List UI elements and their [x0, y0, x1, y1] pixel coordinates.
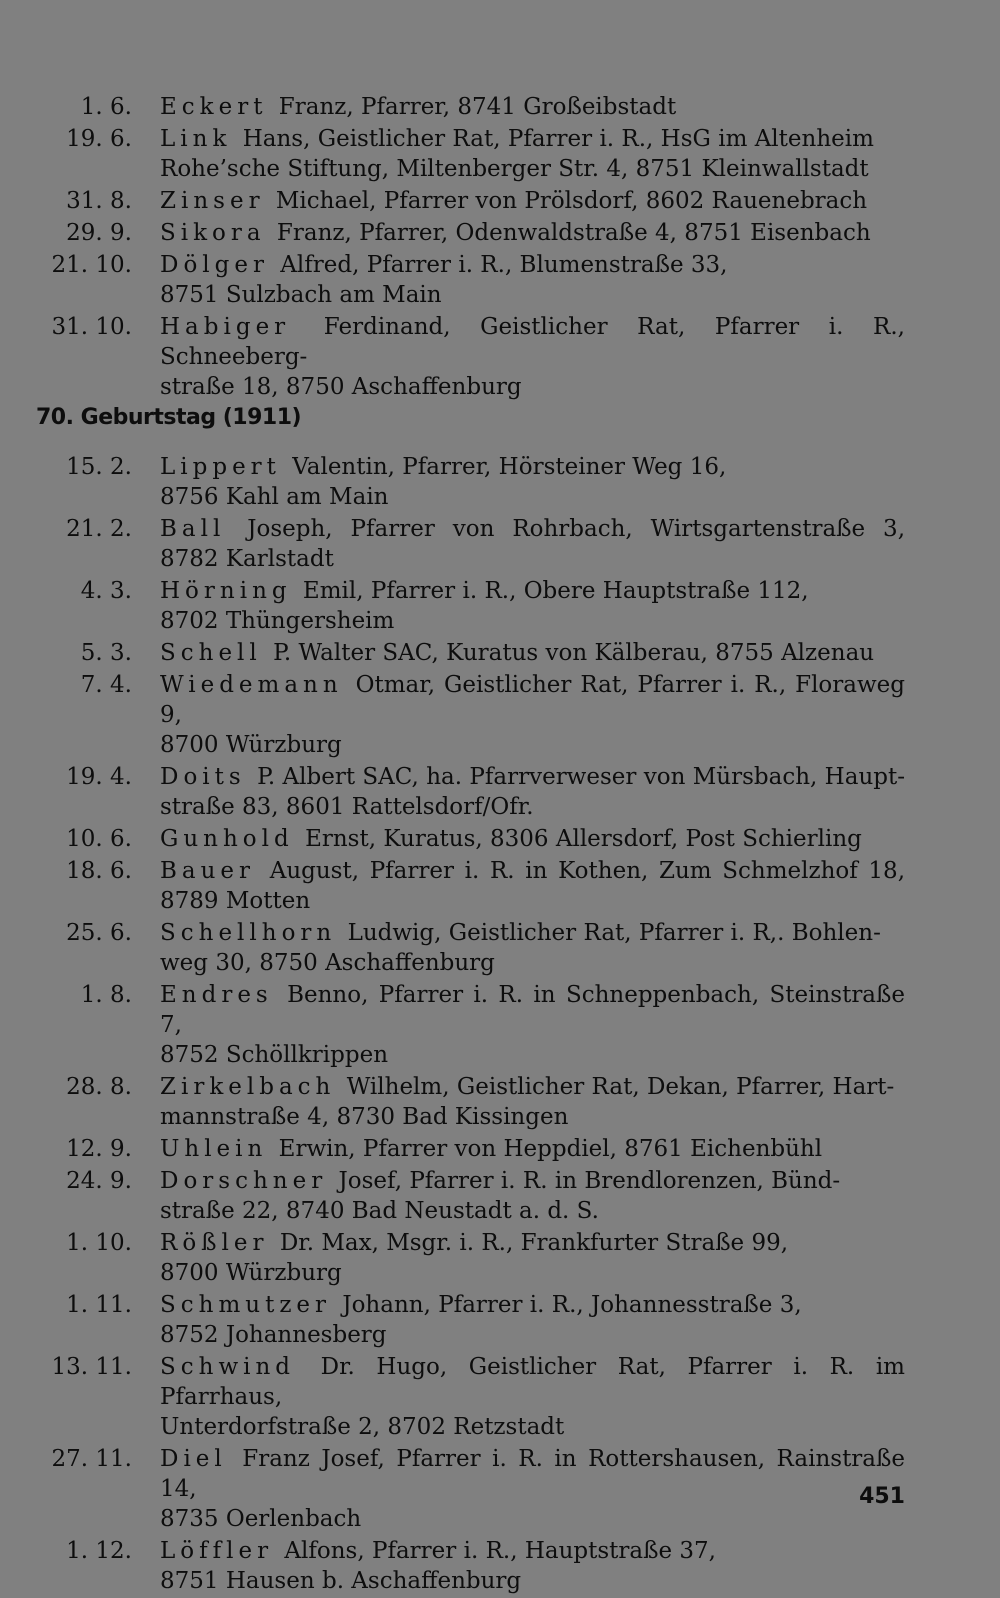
list-item: [0, 1290, 1000, 1350]
entry-line-text: Ernst, Kuratus, 8306 Allersdorf, Post Schierling: [305, 826, 862, 852]
entry-line-text: 8700 Würzburg: [160, 1260, 342, 1286]
entry-line-text: Dr. Hugo, Geistlicher Rat, Pfarrer i. R. im Pfarrhaus,: [160, 1354, 905, 1410]
entry-line-text: 8702 Thüngersheim: [160, 608, 395, 634]
entry-line-text: mannstraße 4, 8730 Bad Kissingen: [160, 1104, 569, 1130]
entry-list-preceding: [0, 92, 1000, 404]
entry-line-text: Johann, Pfarrer i. R., Johannesstraße 3,: [342, 1292, 802, 1318]
entry-line-text: Joseph, Pfarrer von Rohrbach, Wirtsgartenstraße 3,: [247, 516, 905, 542]
entry-date: 29. 9.: [66, 220, 132, 246]
list-item: [0, 980, 1000, 1070]
list-item: [0, 312, 1000, 402]
entry-date: 27. 11.: [51, 1446, 132, 1472]
entry-surname: Doits: [160, 764, 246, 790]
entry-line-text: 8782 Karlstadt: [160, 546, 334, 572]
entry-line: [160, 482, 905, 512]
entry-date: 12. 9.: [66, 1136, 132, 1162]
entry-text: [160, 452, 905, 512]
entry-line-text: Alfons, Pfarrer i. R., Hauptstraße 37,: [284, 1538, 716, 1564]
entry-line: [160, 730, 905, 760]
entry-surname: Uhlein: [160, 1136, 268, 1162]
entry-line-text: Unterdorfstraße 2, 8702 Retzstadt: [160, 1414, 565, 1440]
entry-surname: Sikora: [160, 220, 266, 246]
entry-line: [160, 92, 905, 122]
entry-text: [160, 312, 905, 402]
entry-line: [160, 1352, 905, 1412]
entry-line: [160, 638, 905, 668]
entry-line-text: straße 18, 8750 Aschaffenburg: [160, 374, 522, 400]
entry-line: [160, 312, 905, 372]
entry-line: [160, 1444, 905, 1504]
entry-line-text: Emil, Pfarrer i. R., Obere Hauptstraße 112,: [302, 578, 809, 604]
entry-surname: Dölger: [160, 252, 269, 278]
entry-line-text: Ludwig, Geistlicher Rat, Pfarrer i. R,. Bohlen-: [347, 920, 881, 946]
entry-line-text: 8752 Schöllkrippen: [160, 1042, 389, 1068]
entry-surname: Schwind: [160, 1354, 296, 1380]
entry-text: [160, 576, 905, 636]
entry-text: [160, 1290, 905, 1350]
section-heading: 70. Geburtstag (1911): [36, 405, 302, 430]
entry-line: [160, 762, 905, 792]
list-item: [0, 250, 1000, 310]
entry-line-text: Benno, Pfarrer i. R. in Schneppenbach, Steinstraße 7,: [160, 982, 905, 1038]
entry-line-text: weg 30, 8750 Aschaffenburg: [160, 950, 495, 976]
entry-line: [160, 792, 905, 822]
entry-line: [160, 824, 905, 854]
entry-line-text: Rohe’sche Stiftung, Miltenberger Str. 4, 8751 Kleinwallstadt: [160, 156, 869, 182]
entry-text: [160, 250, 905, 310]
entry-line: [160, 1166, 905, 1196]
entry-line: [160, 1412, 905, 1442]
entry-text: [160, 218, 905, 248]
entry-date: 21. 10.: [51, 252, 132, 278]
entry-text: [160, 824, 905, 854]
entry-text: [160, 918, 905, 978]
entry-line-text: 8700 Würzburg: [160, 732, 342, 758]
entry-date: 1. 12.: [66, 1538, 132, 1564]
entry-line: [160, 1258, 905, 1288]
entry-text: [160, 514, 905, 574]
entry-surname: Link: [160, 126, 232, 152]
entry-line: [160, 1040, 905, 1070]
entry-text: [160, 856, 905, 916]
list-item: [0, 1166, 1000, 1226]
entry-text: [160, 762, 905, 822]
entry-date: 31. 8.: [66, 188, 132, 214]
entry-date: 19. 6.: [66, 126, 132, 152]
entry-text: [160, 92, 905, 122]
list-item: [0, 918, 1000, 978]
entry-text: [160, 124, 905, 184]
entry-date: 25. 6.: [66, 920, 132, 946]
entry-line-text: Otmar, Geistlicher Rat, Pfarrer i. R., Floraweg 9,: [160, 672, 905, 728]
entry-text: [160, 1444, 905, 1534]
entry-line: [160, 1196, 905, 1226]
entry-line: [160, 918, 905, 948]
entry-text: [160, 1166, 905, 1226]
entry-surname: Schellhorn: [160, 920, 337, 946]
entry-line: [160, 124, 905, 154]
list-item: [0, 1352, 1000, 1442]
entry-surname: Löffler: [160, 1538, 274, 1564]
entry-date: 4. 3.: [80, 578, 132, 604]
entry-surname: Gunhold: [160, 826, 294, 852]
entry-line-text: 8735 Oerlenbach: [160, 1506, 362, 1532]
entry-line: [160, 1290, 905, 1320]
entry-line: [160, 1102, 905, 1132]
entry-date: 5. 3.: [80, 640, 132, 666]
entry-line-text: 8751 Sulzbach am Main: [160, 282, 442, 308]
entry-line-text: Valentin, Pfarrer, Hörsteiner Weg 16,: [292, 454, 727, 480]
entry-text: [160, 186, 905, 216]
list-item: [0, 124, 1000, 184]
list-item: [0, 514, 1000, 574]
list-item: [0, 452, 1000, 512]
entry-text: [160, 1536, 905, 1596]
entry-line-text: Michael, Pfarrer von Prölsdorf, 8602 Rauenebrach: [275, 188, 868, 214]
entry-surname: Rößler: [160, 1230, 269, 1256]
entry-surname: Bauer: [160, 858, 256, 884]
entry-surname: Wiedemann: [160, 672, 343, 698]
entry-surname: Hörning: [160, 578, 292, 604]
entry-surname: Schmutzer: [160, 1292, 332, 1318]
entry-line-text: P. Albert SAC, ha. Pfarrverweser von Mürsbach, Haupt-: [257, 764, 906, 790]
entry-surname: Endres: [160, 982, 273, 1008]
entry-line: [160, 280, 905, 310]
entry-line: [160, 452, 905, 482]
entry-line-text: Alfred, Pfarrer i. R., Blumenstraße 33,: [280, 252, 728, 278]
entry-text: [160, 1228, 905, 1288]
entry-surname: Zinser: [160, 188, 265, 214]
entry-line: [160, 218, 905, 248]
entry-line: [160, 1536, 905, 1566]
entry-line: [160, 980, 905, 1040]
entry-surname: Schell: [160, 640, 262, 666]
entry-line: [160, 514, 905, 544]
entry-date: 24. 9.: [66, 1168, 132, 1194]
list-item: [0, 638, 1000, 668]
entry-surname: Ball: [160, 516, 226, 542]
entry-line: [160, 1566, 905, 1596]
entry-line: [160, 544, 905, 574]
entry-surname: Eckert: [160, 94, 268, 120]
entry-line: [160, 1504, 905, 1534]
list-item: [0, 576, 1000, 636]
list-item: [0, 218, 1000, 248]
list-item: [0, 670, 1000, 760]
entry-line: [160, 1134, 905, 1164]
entry-text: [160, 638, 905, 668]
entry-line-text: straße 22, 8740 Bad Neustadt a. d. S.: [160, 1198, 599, 1224]
entry-text: [160, 670, 905, 760]
entry-line-text: Franz, Pfarrer, Odenwaldstraße 4, 8751 Eisenbach: [276, 220, 871, 246]
list-item: [0, 856, 1000, 916]
entry-line-text: 8789 Motten: [160, 888, 311, 914]
entry-text: [160, 1352, 905, 1442]
list-item: [0, 92, 1000, 122]
entry-line: [160, 856, 905, 886]
entry-surname: Lippert: [160, 454, 281, 480]
entry-line-text: Ferdinand, Geistlicher Rat, Pfarrer i. R., Schneeberg-: [160, 314, 905, 370]
entry-date: 21. 2.: [66, 516, 132, 542]
page-number: 451: [859, 1484, 905, 1509]
entry-surname: Zirkelbach: [160, 1074, 336, 1100]
entry-text: [160, 980, 905, 1070]
entry-line-text: Franz Josef, Pfarrer i. R. in Rottershausen, Rainstraße 14,: [160, 1446, 905, 1502]
list-item: [0, 824, 1000, 854]
list-item: [0, 1444, 1000, 1534]
entry-date: 31. 10.: [51, 314, 132, 340]
entry-list-70th-birthday: [0, 452, 1000, 1598]
entry-line-text: straße 83, 8601 Rattelsdorf/Ofr.: [160, 794, 534, 820]
list-item: [0, 186, 1000, 216]
entry-surname: Dorschner: [160, 1168, 328, 1194]
entry-line-text: August, Pfarrer i. R. in Kothen, Zum Schmelzhof 18,: [269, 858, 906, 884]
list-item: [0, 1072, 1000, 1132]
entry-line: [160, 670, 905, 730]
list-item: [0, 1536, 1000, 1596]
entry-line: [160, 606, 905, 636]
entry-line-text: 8756 Kahl am Main: [160, 484, 389, 510]
entry-date: 7. 4.: [80, 672, 132, 698]
entry-line: [160, 154, 905, 184]
entry-line-text: Hans, Geistlicher Rat, Pfarrer i. R., HsG im Altenheim: [242, 126, 874, 152]
entry-surname: Habiger: [160, 314, 291, 340]
entry-date: 13. 11.: [51, 1354, 132, 1380]
entry-line-text: Erwin, Pfarrer von Heppdiel, 8761 Eichenbühl: [278, 1136, 823, 1162]
entry-text: [160, 1134, 905, 1164]
entry-line-text: Wilhelm, Geistlicher Rat, Dekan, Pfarrer, Hart-: [346, 1074, 895, 1100]
entry-line: [160, 948, 905, 978]
list-item: [0, 762, 1000, 822]
entry-line-text: Dr. Max, Msgr. i. R., Frankfurter Straße 99,: [279, 1230, 789, 1256]
entry-date: 1. 6.: [80, 94, 132, 120]
entry-date: 28. 8.: [66, 1074, 132, 1100]
entry-line: [160, 250, 905, 280]
list-item: [0, 1134, 1000, 1164]
entry-line: [160, 372, 905, 402]
entry-line: [160, 1320, 905, 1350]
entry-date: 1. 11.: [66, 1292, 132, 1318]
list-item: [0, 1228, 1000, 1288]
entry-line-text: P. Walter SAC, Kuratus von Kälberau, 8755 Alzenau: [273, 640, 875, 666]
entry-date: 18. 6.: [66, 858, 132, 884]
entry-date: 10. 6.: [66, 826, 132, 852]
entry-line-text: Josef, Pfarrer i. R. in Brendlorenzen, Bünd-: [338, 1168, 841, 1194]
entry-text: [160, 1072, 905, 1132]
entry-date: 1. 8.: [80, 982, 132, 1008]
entry-date: 1. 10.: [66, 1230, 132, 1256]
entry-date: 15. 2.: [66, 454, 132, 480]
entry-line: [160, 186, 905, 216]
entry-surname: Diel: [160, 1446, 227, 1472]
entry-line-text: Franz, Pfarrer, 8741 Großeibstadt: [278, 94, 677, 120]
entry-line-text: 8751 Hausen b. Aschaffenburg: [160, 1568, 522, 1594]
entry-line: [160, 1072, 905, 1102]
entry-date: 19. 4.: [66, 764, 132, 790]
entry-line: [160, 1228, 905, 1258]
entry-line: [160, 576, 905, 606]
entry-line-text: 8752 Johannesberg: [160, 1322, 387, 1348]
entry-line: [160, 886, 905, 916]
